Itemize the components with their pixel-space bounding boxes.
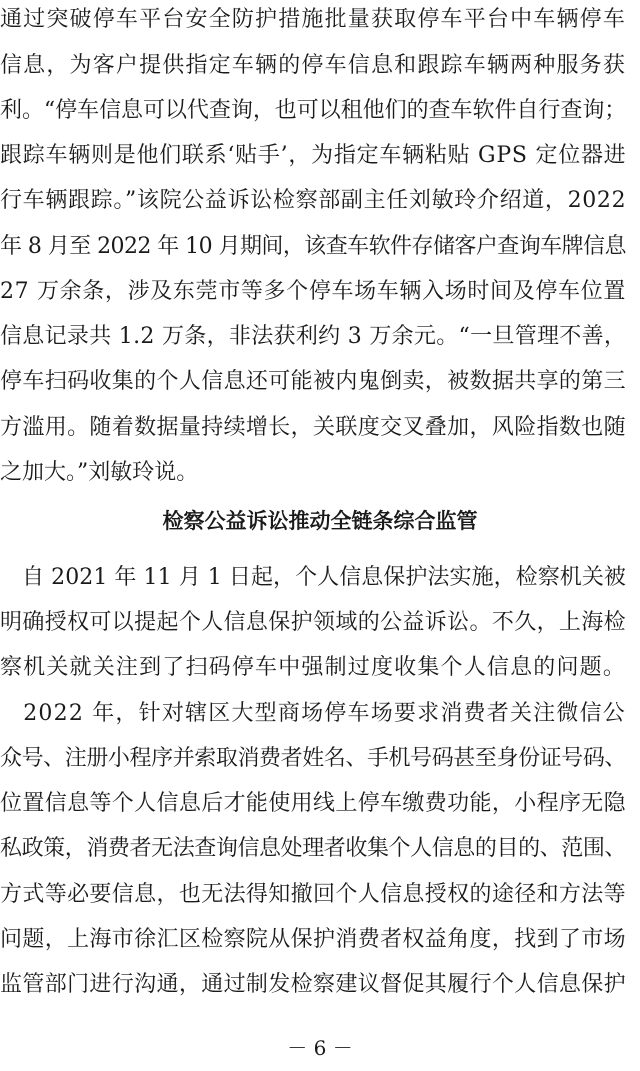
section-heading: 检察公益诉讼推动全链条综合监管: [162, 508, 478, 533]
text-line: 之加大。”刘敏玲说。: [0, 460, 199, 485]
text-line: 监管部门进行沟通，通过制发检察建议督促其履行个人信息保护: [0, 972, 627, 997]
text-line: 2022 年，针对辖区大型商场停车场要求消费者关注微信公: [0, 701, 626, 726]
text-line: 位置信息等个人信息后才能使用线上停车缴费功能，小程序无隐: [0, 791, 627, 816]
text-line: 跟踪车辆则是他们联系‘贴手’，为指定车辆粘贴 GPS 定位器进: [0, 143, 627, 168]
text-line: 明确授权可以提起个人信息保护领域的公益诉讼。不久，上海检: [0, 610, 627, 635]
text-line: 自 2021 年 11 月 1 日起，个人信息保护法实施，检察机关被: [0, 565, 626, 590]
text-line: 私政策，消费者无法查询信息处理者收集个人信息的目的、范围、: [0, 836, 627, 861]
page-number: － 6 －: [287, 1036, 353, 1060]
text-line: 众号、注册小程序并索取消费者姓名、手机号码甚至身份证号码、: [0, 746, 627, 771]
text-line: 行车辆跟踪。”该院公益诉讼检察部副主任刘敏玲介绍道，2022: [0, 188, 627, 213]
text-line: 问题，上海市徐汇区检察院从保护消费者权益角度，找到了市场: [0, 927, 627, 952]
text-line: 利。“停车信息可以代查询，也可以租他们的查车软件自行查询；: [0, 98, 627, 123]
text-line: 信息记录共 1.2 万条，非法获利约 3 万余元。“一旦管理不善，: [0, 324, 627, 349]
text-line: 方式等必要信息，也无法得知撤回个人信息授权的途径和方法等: [0, 882, 627, 907]
text-line: 方滥用。随着数据量持续增长，关联度交叉叠加，风险指数也随: [0, 415, 627, 440]
text-line: 信息，为客户提供指定车辆的停车信息和跟踪车辆两种服务获: [0, 53, 627, 78]
text-line: 察机关就关注到了扫码停车中强制过度收集个人信息的问题。: [0, 655, 627, 680]
text-line: 27 万余条，涉及东莞市等多个停车场车辆入场时间及停车位置: [0, 279, 626, 304]
text-line: 年 8 月至 2022 年 10 月期间，该查车软件存储客户查询车牌信息: [0, 234, 626, 259]
text-line: 通过突破停车平台安全防护措施批量获取停车平台中车辆停车: [0, 7, 627, 32]
text-line: 停车扫码收集的个人信息还可能被内鬼倒卖，被数据共享的第三: [0, 369, 627, 394]
